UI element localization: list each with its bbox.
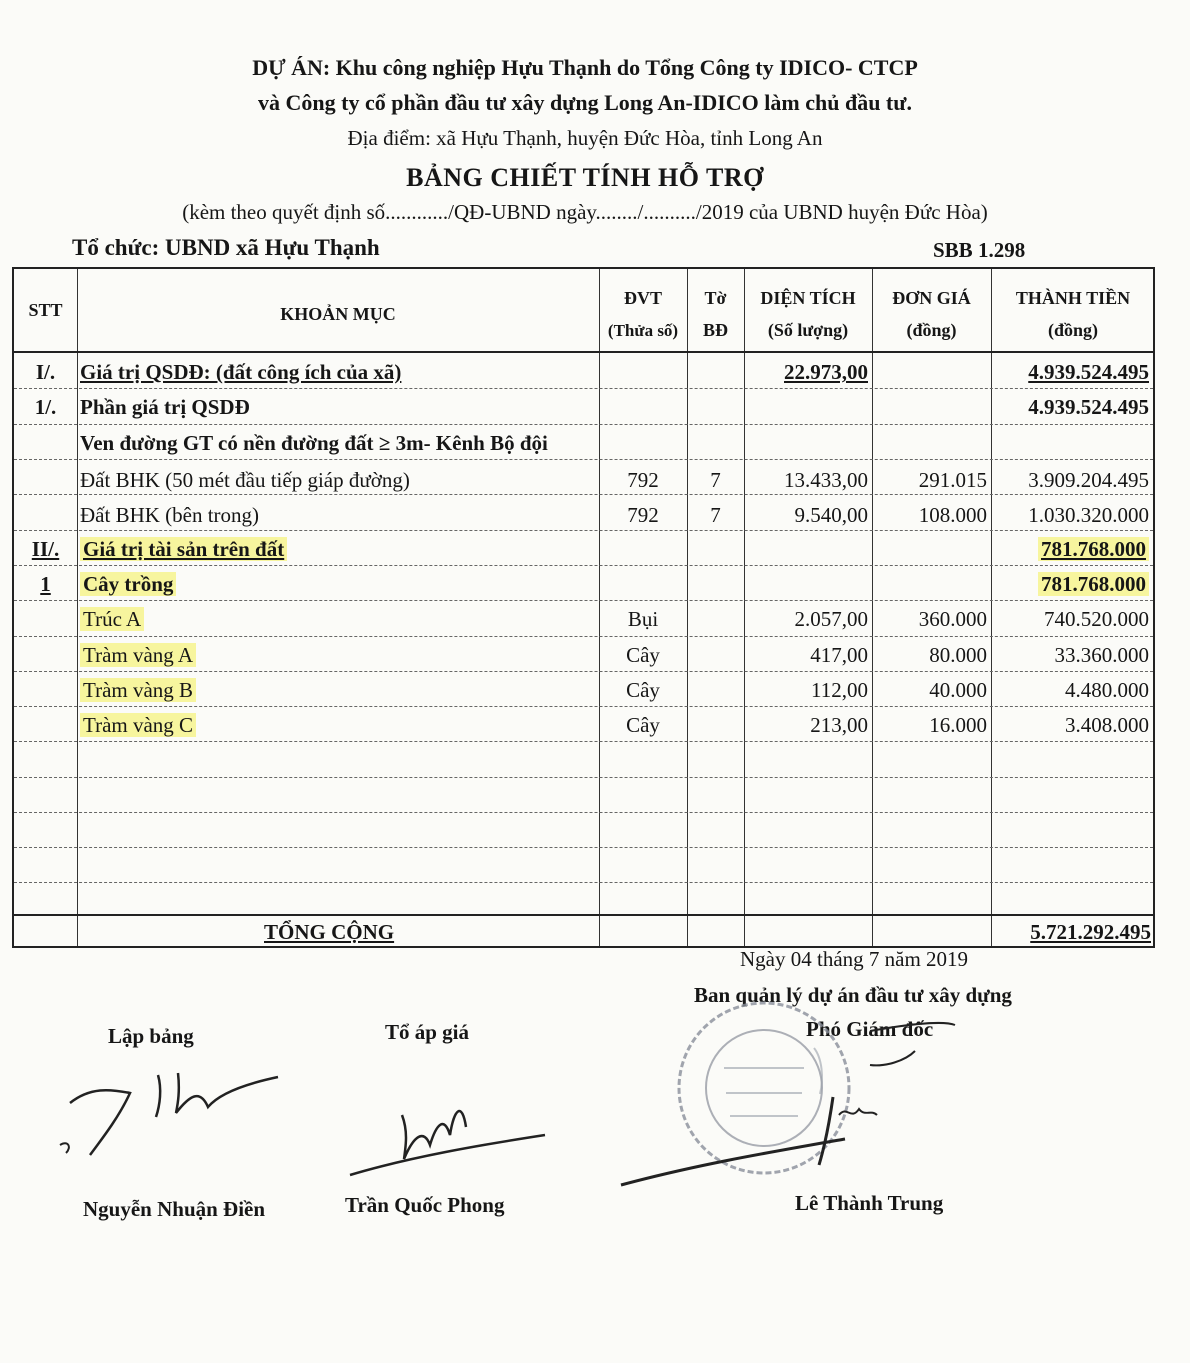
cell-price: 16.000 — [929, 713, 987, 737]
header-area-sub: (Số lượng) — [767, 320, 849, 340]
cell-area: 22.973,00 — [784, 360, 868, 384]
cell-item: Tràm vàng B — [80, 678, 196, 702]
decision-line: (kèm theo quyết định số............/QĐ-UBND ngày......../........../2019 của UBND huyện Đức Hòa) — [182, 200, 988, 224]
cell-total: 3.408.000 — [1065, 713, 1149, 737]
header-area: DIỆN TÍCH — [760, 288, 856, 308]
signature-pricing — [340, 1075, 560, 1185]
cell-stt: I/. — [35, 360, 56, 384]
pricing-group-name: Trần Quốc Phong — [345, 1193, 505, 1217]
col-divider — [77, 269, 78, 946]
total-label: TỔNG CỘNG — [264, 920, 395, 944]
deputy-director-title: Phó Giám đốc — [806, 1017, 934, 1041]
cell-unit: Cây — [626, 643, 660, 667]
cell-unit: 792 — [627, 468, 659, 492]
header-price: ĐƠN GIÁ — [892, 288, 971, 308]
cell-item: Tràm vàng A — [80, 643, 196, 667]
header-sheet-sub: BĐ — [702, 320, 728, 340]
header-sheet: Tờ — [704, 288, 727, 308]
prepared-by-name: Nguyễn Nhuận Điền — [83, 1197, 266, 1221]
cell-price: 291.015 — [918, 468, 987, 492]
cell-stt: 1/. — [34, 395, 57, 419]
cell-item: Phần giá trị QSDĐ — [80, 395, 250, 419]
cell-price: 80.000 — [929, 643, 987, 667]
cell-price: 40.000 — [929, 678, 987, 702]
cell-item: Ven đường GT có nền đường đất ≥ 3m- Kênh Bộ đội — [80, 431, 548, 455]
header-item: KHOẢN MỤC — [280, 304, 396, 324]
signing-date: Ngày 04 tháng 7 năm 2019 — [740, 947, 969, 971]
support-table — [12, 267, 1155, 948]
cell-unit: Cây — [626, 678, 660, 702]
cell-sheet: 7 — [710, 468, 721, 492]
location-line: Địa điểm: xã Hựu Thạnh, huyện Đức Hòa, tỉnh Long An — [347, 126, 823, 150]
pricing-group-title: Tổ áp giá — [385, 1020, 470, 1044]
cell-total: 4.939.524.495 — [1028, 395, 1149, 419]
cell-total: 4.939.524.495 — [1028, 360, 1149, 384]
header-unit: ĐVT — [623, 288, 662, 308]
header-total: THÀNH TIỀN — [1015, 288, 1131, 308]
cell-total: 740.520.000 — [1044, 607, 1149, 631]
cell-item: Tràm vàng C — [80, 713, 196, 737]
cell-total: 781.768.000 — [1038, 537, 1149, 561]
cell-total: 4.480.000 — [1065, 678, 1149, 702]
cell-item: Giá trị tài sản trên đất — [80, 537, 287, 561]
prepared-by-title: Lập bảng — [108, 1024, 194, 1048]
cell-item: Cây trồng — [80, 572, 176, 596]
cell-item: Giá trị QSDĐ: (đất công ích của xã) — [80, 360, 402, 384]
header-price-sub: (đồng) — [906, 320, 957, 340]
header-unit-sub: (Thửa số) — [607, 321, 679, 340]
sbb-code: SBB 1.298 — [933, 238, 1026, 262]
header-total-sub: (đồng) — [1047, 320, 1098, 340]
cell-item: Trúc A — [80, 607, 144, 631]
col-divider — [687, 269, 688, 946]
cell-area: 112,00 — [811, 678, 868, 702]
signature-prepared — [50, 1055, 290, 1165]
cell-total: 1.030.320.000 — [1028, 503, 1149, 527]
cell-area: 417,00 — [810, 643, 868, 667]
cell-item: Đất BHK (bên trong) — [80, 503, 260, 527]
cell-unit: Cây — [626, 713, 660, 737]
cell-item: Đất BHK (50 mét đầu tiếp giáp đường) — [80, 468, 410, 492]
organization: Tổ chức: UBND xã Hựu Thạnh — [72, 235, 380, 260]
cell-area: 213,00 — [810, 713, 868, 737]
cell-price: 360.000 — [918, 607, 987, 631]
cell-stt: II/. — [31, 537, 60, 561]
cell-area: 2.057,00 — [794, 607, 868, 631]
cell-area: 13.433,00 — [784, 468, 868, 492]
cell-sheet: 7 — [710, 503, 721, 527]
cell-unit: Bụi — [627, 607, 659, 631]
cell-total: 781.768.000 — [1038, 572, 1149, 596]
cell-price: 108.000 — [918, 503, 987, 527]
signature-deputy — [615, 1005, 975, 1205]
cell-stt: 1 — [40, 572, 51, 596]
grand-total: 5.721.292.495 — [1030, 920, 1151, 944]
board-title: Ban quản lý dự án đầu tư xây dựng — [694, 983, 1012, 1007]
header-stt: STT — [28, 300, 63, 320]
cell-total: 33.360.000 — [1054, 643, 1149, 667]
document-title: BẢNG CHIẾT TÍNH HỖ TRỢ — [406, 163, 764, 192]
owner-line: và Công ty cổ phần đầu tư xây dựng Long An-IDICO làm chủ đầu tư. — [258, 90, 912, 115]
project-line: DỰ ÁN: Khu công nghiệp Hựu Thạnh do Tổng Công ty IDICO- CTCP — [252, 55, 918, 80]
deputy-director-name: Lê Thành Trung — [795, 1191, 944, 1215]
cell-unit: 792 — [627, 503, 659, 527]
cell-total: 3.909.204.495 — [1028, 468, 1149, 492]
cell-area: 9.540,00 — [794, 503, 868, 527]
